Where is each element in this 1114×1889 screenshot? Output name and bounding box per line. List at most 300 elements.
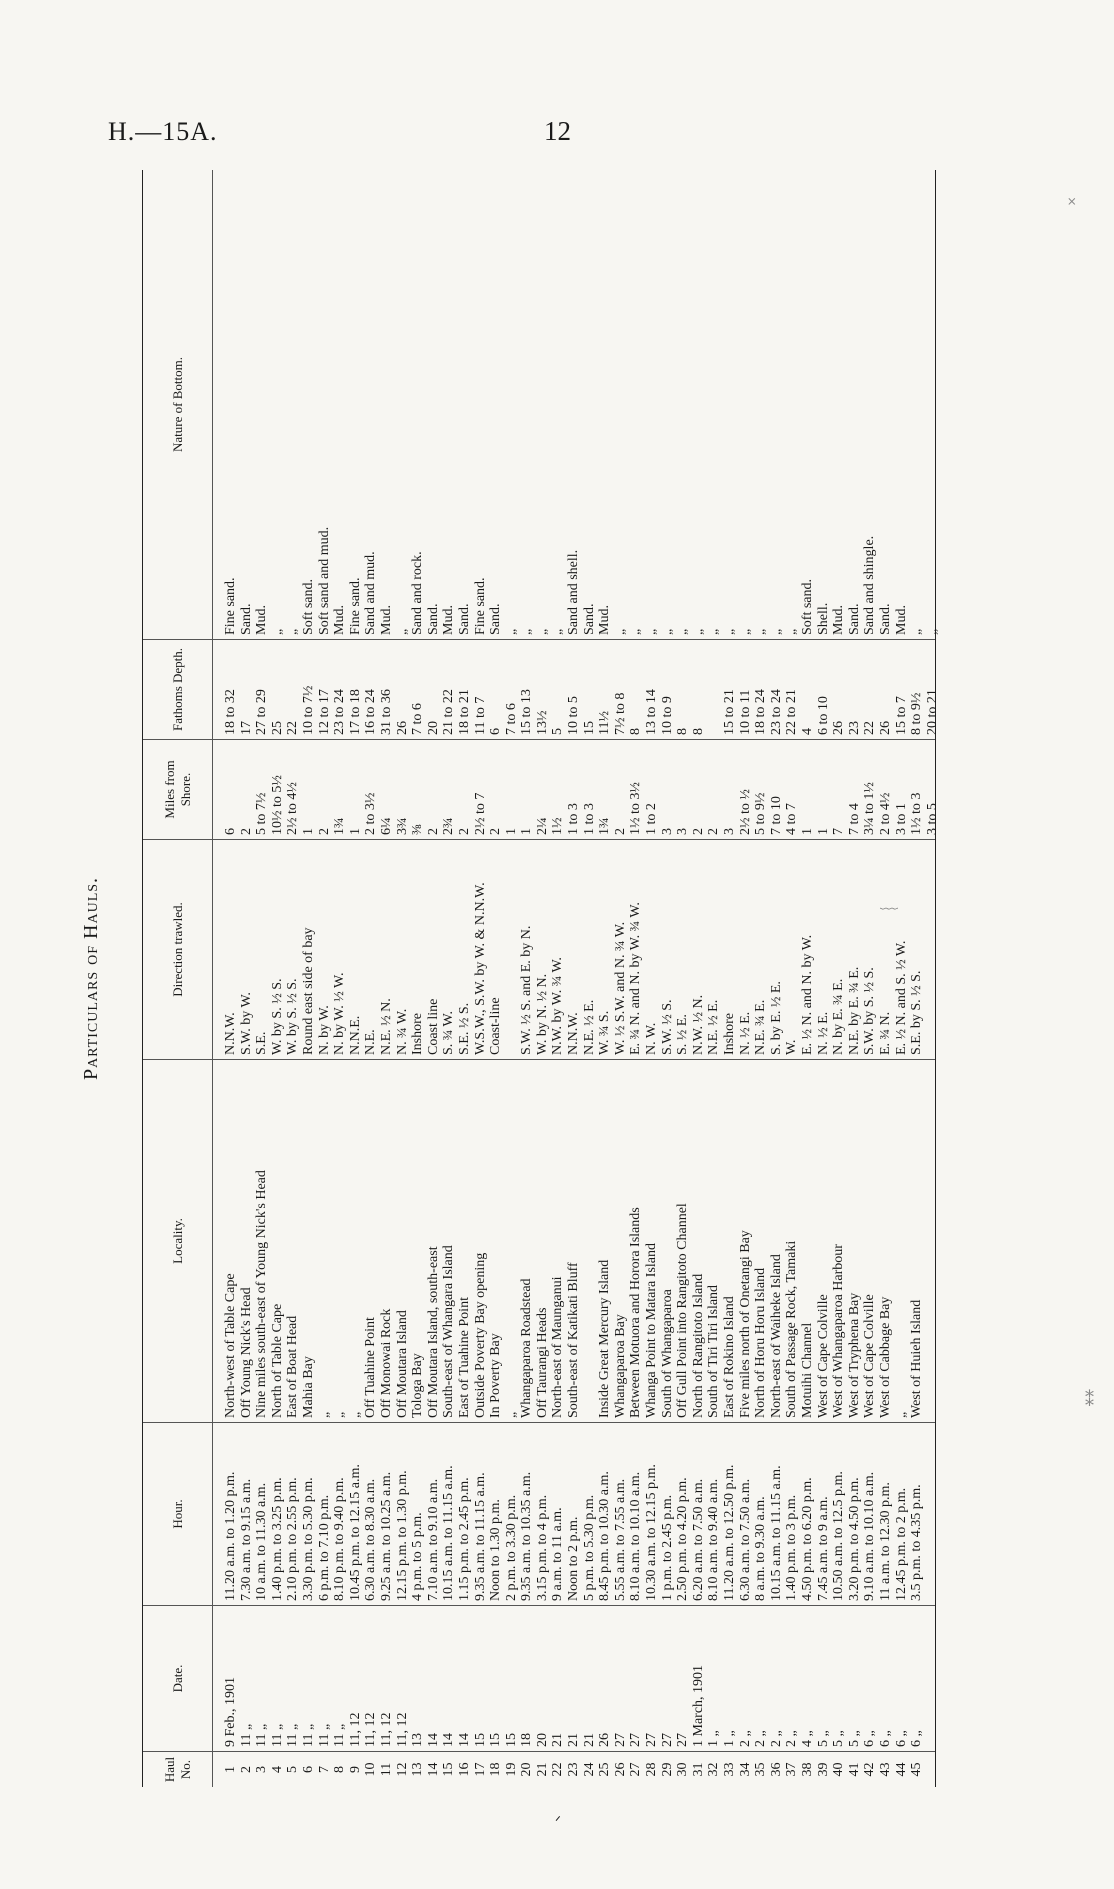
table-cell: 6 — [300, 1766, 316, 1773]
table-cell: 2¼ — [534, 817, 550, 835]
table-cell: „ — [332, 1411, 348, 1418]
table-cell: 25 — [269, 721, 285, 735]
table-cell: Inside Great Mercury Island — [597, 1259, 613, 1418]
table-cell: 10 to 5 — [566, 696, 582, 735]
table-cell: 20 — [534, 1733, 550, 1747]
table-cell: 10½ to 5½ — [269, 775, 285, 835]
table-cell: E. ¾ N. — [877, 1011, 893, 1055]
table-cell — [925, 840, 941, 1059]
table-cell: „ — [347, 1411, 363, 1418]
table-cell: Five miles north of Onetangi Bay — [737, 1230, 753, 1418]
table-cell: 8.10 p.m. to 9.40 p.m. — [332, 1477, 348, 1601]
table-cell: „ — [394, 628, 410, 635]
table-cell: 5 to 7½ — [254, 792, 270, 835]
table-cell: 2½ to 4½ — [285, 782, 301, 835]
table-cell: 23 — [846, 721, 862, 735]
table-cell: Whanga Point to Matara Island — [644, 1243, 660, 1418]
table-cell: N.E. ½ N. — [378, 998, 394, 1055]
table-cell: E. ¾ N. and N. by W. ¾ W. — [628, 902, 644, 1055]
table-cell: S. by E. ½ E. — [768, 981, 784, 1055]
table-cell — [925, 1606, 941, 1751]
table-cell: Inshore — [410, 1013, 426, 1055]
table-cell: 5 „ — [815, 1730, 831, 1747]
table-cell: 13 — [410, 1762, 426, 1777]
table-cell: 35 — [753, 1762, 769, 1777]
table-cell: „ — [722, 628, 737, 635]
table-cell: W.S.W., S.W. by W. & N.N.W. — [472, 882, 488, 1055]
table-cell: 3.20 p.m. to 4.50 p.m. — [846, 1477, 862, 1601]
table-cell: W. by N. ½ N. — [534, 973, 550, 1055]
table-cell: S. ¾ W. — [441, 1011, 457, 1055]
table-cell: Mud. — [332, 605, 348, 635]
table-cell: 1 — [503, 828, 519, 835]
table-cell: 26 — [612, 1762, 628, 1777]
column-body — [223, 170, 940, 639]
table-cell: 33 — [722, 1762, 737, 1777]
table-cell: 21 to 22 — [441, 689, 457, 735]
table-cell: Off Young Nick's Head — [238, 1287, 254, 1418]
table-cell: 11 „ — [332, 1723, 348, 1747]
table-cell: 12.45 p.m. to 2 p.m. — [893, 1487, 909, 1601]
table-cell: 7 to 4 — [846, 803, 862, 835]
table-cell: West of Tryphena Bay — [846, 1292, 862, 1418]
table-cell: Sand and rock. — [410, 551, 426, 635]
table-cell: 9.25 a.m. to 10.25 a.m. — [378, 1471, 394, 1601]
table-cell: 20 — [519, 1762, 535, 1777]
table-cell: In Poverty Bay — [488, 1333, 504, 1418]
table-cell: 18 to 21 — [456, 689, 472, 735]
table-cell: 27 — [644, 1733, 660, 1747]
table-cell: 18 to 24 — [753, 689, 769, 735]
table-cell: 11 a.m. to 12.30 p.m. — [877, 1482, 893, 1601]
table-cell: S.W. ½ S. — [659, 999, 675, 1055]
table-cell: 1 — [347, 828, 363, 835]
page-reference: H.—15A. — [108, 117, 218, 146]
table-cell: Soft sand. — [300, 579, 316, 635]
table-cell: E. ½ N. and S. ½ W. — [893, 940, 909, 1055]
table-cell: „ — [768, 628, 784, 635]
table-cell: 10 to 7½ — [300, 685, 316, 735]
table-cell: 8.45 p.m. to 10.30 a.m. — [597, 1471, 613, 1601]
table-cell: Fine sand. — [347, 577, 363, 635]
header-haul-no: Haul No. — [143, 1752, 213, 1787]
table-cell: 22 — [550, 1762, 566, 1777]
table-cell: 1½ to 3 — [909, 792, 925, 835]
table-cell: 8 to 9½ — [909, 692, 925, 735]
table-cell: S.E. — [254, 1031, 270, 1055]
table-cell: 5 „ — [846, 1730, 862, 1747]
table-cell: 15 — [488, 1733, 504, 1747]
table-cell: 11 „ — [238, 1723, 254, 1747]
table-cell: 10.15 a.m. to 11.15 a.m. — [768, 1465, 784, 1601]
table-cell: 1 — [799, 828, 815, 835]
table-cell: 5 — [285, 1766, 301, 1773]
table-cell: 11 „ — [300, 1723, 316, 1747]
table-cell: „ — [285, 628, 301, 635]
table-cell: „ — [909, 628, 925, 635]
table-cell: 10.15 a.m. to 11.15 a.m. — [441, 1465, 457, 1601]
table-cell: South-east of Katikati Bluff — [566, 1262, 582, 1418]
table-cell: 44 — [893, 1762, 909, 1777]
table-cell: Nine miles south-east of Young Nick's Head — [254, 1170, 270, 1418]
header-hour: Hour. — [143, 1423, 213, 1605]
table-cell: 6.20 a.m. to 7.50 a.m. — [690, 1478, 706, 1601]
column-body — [223, 740, 940, 839]
table-cell: 3¼ to 1½ — [862, 782, 878, 835]
table-cell: „ — [503, 1411, 519, 1418]
table-cell: 1 — [815, 828, 831, 835]
table-cell: N.E. ½ E. — [581, 999, 597, 1055]
table-cell: 2.10 p.m. to 2.55 p.m. — [285, 1477, 301, 1601]
table-cell: N.E. — [363, 1029, 379, 1055]
table-cell: 6 „ — [862, 1730, 878, 1747]
table-cell: 11 „ — [285, 1723, 301, 1747]
table-cell: 42 — [862, 1762, 878, 1777]
table-cell: 17 to 18 — [347, 689, 363, 735]
table-cell: 15 — [503, 1733, 519, 1747]
table-cell: 10 to 11 — [737, 689, 753, 735]
table-cell: North of Horu Horu Island — [753, 1267, 769, 1418]
table-cell: 5 „ — [831, 1730, 847, 1747]
table-cell — [925, 1060, 941, 1422]
table-cell: 5 — [550, 728, 566, 735]
table-cell: 34 — [737, 1762, 753, 1777]
table-cell: W. — [784, 1039, 800, 1055]
table-cell: South of Passage Rock, Tamaki — [784, 1240, 800, 1418]
table-cell: 3.5 p.m. to 4.35 p.m. — [909, 1484, 925, 1601]
table-cell: 15 to 13 — [519, 689, 535, 735]
table-cell: ⅜ — [410, 824, 426, 835]
table-cell: 4.50 p.m. to 6.20 p.m. — [799, 1477, 815, 1601]
table-cell: West of Huieh Island — [909, 1299, 925, 1418]
table-cell: „ — [675, 628, 691, 635]
table-cell: „ — [316, 1411, 332, 1418]
table-cell: 2 to 4½ — [877, 792, 893, 835]
table-cell: 7.30 a.m. to 9.15 a.m. — [238, 1478, 254, 1601]
table-cell: 9 — [347, 1766, 363, 1773]
table-cell: 27 — [612, 1733, 628, 1747]
table-cell: 23 — [566, 1762, 582, 1777]
table-cell: Outside Poverty Bay opening — [472, 1252, 488, 1418]
table-cell: 11 „ — [269, 1723, 285, 1747]
table-cell: S.W. ½ S. and E. by N. — [519, 925, 535, 1055]
table-cell: 11, 12 — [394, 1712, 410, 1747]
table-cell: 7 to 6 — [410, 703, 426, 735]
table-cell: 36 — [768, 1762, 784, 1777]
col-haul-no — [143, 1751, 935, 1787]
table-cell: 7 — [316, 1766, 332, 1773]
table-cell: N. ½ E. — [737, 1011, 753, 1055]
header-bottom: Nature of Bottom. — [143, 170, 213, 639]
table-cell: 9 a.m. to 11 a.m. — [550, 1507, 566, 1601]
col-locality — [143, 1059, 935, 1422]
table-cell: W. by S. ½ S. — [269, 978, 285, 1055]
table-cell: West of Cape Colville — [815, 1294, 831, 1418]
table-cell: 9.10 a.m. to 10.10 a.m. — [862, 1471, 878, 1601]
table-cell: 8 — [628, 728, 644, 735]
scan-mark: ᐟ — [555, 1815, 561, 1830]
table-cell: 12 to 17 — [316, 689, 332, 735]
table-cell: „ — [519, 628, 535, 635]
table-cell: N. ½ E. — [815, 1011, 831, 1055]
table-cell: N.E. ½ E. — [706, 999, 722, 1055]
table-cell: 12 — [394, 1762, 410, 1777]
table-cell: Shell. — [815, 602, 831, 635]
table-cell: 14 — [425, 1762, 441, 1777]
table-cell: 9 Feb., 1901 — [223, 1677, 238, 1747]
column-body — [223, 840, 940, 1059]
table-cell: 24 — [581, 1762, 597, 1777]
table-cell: 1 to 2 — [644, 803, 660, 835]
table-cell: 5.55 a.m. to 7.55 a.m. — [612, 1478, 628, 1601]
table-cell: 2½ to ½ — [737, 789, 753, 835]
table-cell: South of Tiri Tiri Island — [706, 1284, 722, 1418]
table-cell: 6 „ — [877, 1730, 893, 1747]
table-cell: „ — [503, 628, 519, 635]
table-cell: South-east of Whangara Island — [441, 1245, 457, 1418]
table-cell: 22 to 21 — [784, 689, 800, 735]
table-cell: „ — [628, 628, 644, 635]
table-cell: 2 — [316, 828, 332, 835]
table-cell: S.E. ½ S. — [456, 1002, 472, 1055]
table-cell: 4 to 7 — [784, 803, 800, 835]
header-fathoms: Fathoms Depth. — [143, 640, 213, 739]
table-cell: Noon to 1.30 p.m. — [488, 1499, 504, 1601]
table-cell: S.W. by W. — [238, 992, 254, 1055]
table-cell: Soft sand and mud. — [316, 526, 332, 635]
table-cell: 2 — [456, 828, 472, 835]
table-cell: Motuihi Channel — [799, 1322, 815, 1418]
table-cell: East of Tuahine Point — [456, 1297, 472, 1418]
table-cell: 3 — [722, 828, 737, 835]
table-cell: 2 „ — [784, 1730, 800, 1747]
table-cell: 20 — [425, 721, 441, 735]
col-direction — [143, 839, 935, 1059]
table-cell: Off Tuahine Point — [363, 1317, 379, 1418]
table-cell: 21 — [581, 1733, 597, 1747]
table-cell: Off Moutara Island, south-east — [425, 1246, 441, 1418]
table-cell: 14 — [441, 1733, 457, 1747]
col-bottom — [143, 170, 940, 639]
table-cell: 10 a.m. to 11.30 a.m. — [254, 1482, 270, 1601]
table-cell: Mud. — [378, 605, 394, 635]
table-cell: 2 — [238, 1766, 254, 1773]
table-cell: Coast line — [425, 998, 441, 1055]
table-cell: 41 — [846, 1762, 862, 1777]
table-cell: 8 a.m. to 9.30 a.m. — [753, 1496, 769, 1601]
table-cell: 4 p.m. to 5 p.m. — [410, 1512, 426, 1601]
table-cell: 26 — [394, 721, 410, 735]
table-cell: 7 — [831, 828, 847, 835]
table-cell: 15 — [441, 1762, 457, 1777]
table-cell: 1½ — [550, 817, 566, 835]
table-cell: 2 — [238, 828, 254, 835]
table-cell: S.E. by S. ½ S. — [909, 970, 925, 1055]
header-miles: Miles from Shore. — [143, 740, 213, 839]
table-cell: 6 p.m. to 7.10 p.m. — [316, 1494, 332, 1601]
table-cell: 11.20 a.m. to 1.20 p.m. — [223, 1471, 238, 1601]
table-cell: 1 — [300, 828, 316, 835]
table-cell: Mud. — [893, 605, 909, 635]
table-cell: 22 — [285, 721, 301, 735]
table-cell: Mud. — [597, 605, 613, 635]
table-cell: 1 p.m. to 2.45 p.m. — [659, 1494, 675, 1601]
table-cell: 10.30 a.m. to 12.15 p.m. — [644, 1464, 660, 1601]
table-cell: 31 — [690, 1762, 706, 1777]
table-cell: 21 — [566, 1733, 582, 1747]
table-cell: North-east of Maunganui — [550, 1276, 566, 1418]
table-cell: Sand. — [846, 603, 862, 635]
table-cell: „ — [784, 628, 800, 635]
table-cell: 23 to 24 — [332, 689, 348, 735]
table-cell: East of Boat Head — [285, 1315, 301, 1418]
table-cell: 11, 12 — [363, 1712, 379, 1747]
table-cell: 17 — [472, 1762, 488, 1777]
table-cell: 23 to 24 — [768, 689, 784, 735]
hauls-table — [142, 170, 940, 1787]
table-cell: Sand. — [581, 603, 597, 635]
table-cell: 13 to 14 — [644, 689, 660, 735]
table-cell: 37 — [784, 1762, 800, 1777]
table-cell: N.W. ½ N. — [690, 994, 706, 1055]
table-cell: 38 — [799, 1762, 815, 1777]
table-cell: 11 — [378, 1762, 394, 1777]
table-cell: 11 „ — [254, 1723, 270, 1747]
table-cell: South of Whangaparoa — [659, 1289, 675, 1418]
hauls-table-rotated — [80, 170, 940, 1787]
table-cell: Inshore — [722, 1013, 737, 1055]
table-cell: „ — [269, 628, 285, 635]
table-cell: E. ½ N. and N. by W. — [799, 934, 815, 1055]
table-cell: 10 — [363, 1762, 379, 1777]
table-cell: N. ¾ W. — [394, 1008, 410, 1055]
column-body — [223, 1752, 940, 1787]
table-cell: Sand. — [238, 603, 254, 635]
table-cell: 6.30 a.m. to 7.50 a.m. — [737, 1478, 753, 1601]
scan-mark: ﹏ — [880, 892, 898, 912]
table-cell: 15 — [581, 721, 597, 735]
table-cell: 9.35 a.m. to 11.15 a.m. — [472, 1472, 488, 1601]
table-cell: 1 — [519, 828, 535, 835]
table-cell: 2 — [690, 828, 706, 835]
table-cell: 25 — [597, 1762, 613, 1777]
table-cell: 10 to 9 — [659, 696, 675, 735]
table-cell: 10.45 p.m. to 12.15 a.m. — [347, 1464, 363, 1601]
table-title: Particulars of Hauls. — [80, 876, 102, 1081]
table-cell: Whangaparoa Bay — [612, 1314, 628, 1418]
page-number: 12 — [544, 116, 571, 146]
table-cell: W. by S. ½ S. — [285, 978, 301, 1055]
table-cell: 22 — [862, 721, 878, 735]
table-cell: Whangaparoa Roadstead — [519, 1278, 535, 1418]
table-cell: 3 to 1 — [893, 803, 909, 835]
col-fathoms — [143, 639, 940, 739]
scan-mark: ˟ — [1068, 195, 1076, 217]
table-cell: 1½ to 3½ — [628, 782, 644, 835]
table-cell: Noon to 2 p.m. — [566, 1516, 582, 1601]
table-cell: 39 — [815, 1762, 831, 1777]
table-cell: Fine sand. — [472, 577, 488, 635]
table-cell: 7½ to 8 — [612, 692, 628, 735]
table-cell: North of Table Cape — [269, 1303, 285, 1418]
table-cell: 27 — [628, 1733, 644, 1747]
table-cell: 31 to 36 — [378, 689, 394, 735]
table-cell: 27 — [659, 1733, 675, 1747]
table-cell: 10.50 a.m. to 12.5 p.m. — [831, 1471, 847, 1601]
table-cell: 21 — [550, 1733, 566, 1747]
table-cell: 26 — [877, 721, 893, 735]
table-cell: 28 — [644, 1762, 660, 1777]
table-cell: Round east side of bay — [300, 927, 316, 1055]
table-cell: 2 — [488, 828, 504, 835]
table-cell — [925, 1752, 941, 1787]
table-cell: 1 to 3 — [581, 803, 597, 835]
table-cell: 3 — [254, 1766, 270, 1773]
table-cell: 29 — [659, 1762, 675, 1777]
table-cell: 6¼ — [378, 817, 394, 835]
table-cell: West of Cape Colville — [862, 1294, 878, 1418]
table-cell: „ — [612, 628, 628, 635]
table-cell: Soft sand. — [799, 579, 815, 635]
table-cell: N. by W. — [316, 1005, 332, 1055]
header-date: Date. — [143, 1606, 213, 1751]
table-cell: 13½ — [534, 710, 550, 735]
table-cell: 19 — [503, 1762, 519, 1777]
table-cell: 15 to 21 — [722, 689, 737, 735]
table-cell: W. ¾ S. — [597, 1010, 613, 1055]
table-cell: Off Gull Point into Rangitoto Channel — [675, 1203, 691, 1418]
table-cell: 1 — [223, 1766, 238, 1773]
header-direction: Direction trawled. — [143, 840, 213, 1059]
column-body — [223, 1060, 940, 1422]
table-cell: 26 — [597, 1733, 613, 1747]
table-cell: 14 — [425, 1733, 441, 1747]
table-cell: North-east of Waiheke Island — [768, 1254, 784, 1418]
table-cell: 3 to 5 — [924, 803, 940, 835]
table-cell: 3 — [659, 828, 675, 835]
table-cell: N.W. by W. ¾ W. — [550, 957, 566, 1055]
table-cell: 6 „ — [893, 1730, 909, 1747]
column-body — [223, 1606, 940, 1751]
table-cell: 1 „ — [706, 1730, 722, 1747]
table-cell: 15 to 7 — [893, 696, 909, 735]
table-cell: 11 „ — [316, 1723, 332, 1747]
col-hour — [143, 1422, 935, 1605]
table-cell: 17 — [238, 721, 254, 735]
table-cell: 2 — [612, 828, 628, 835]
table-cell: 16 — [456, 1762, 472, 1777]
table-cell: North-west of Table Cape — [223, 1273, 238, 1418]
column-body — [223, 1423, 940, 1605]
table-cell: N. W. — [644, 1022, 660, 1055]
col-date — [143, 1605, 935, 1751]
table-cell — [504, 840, 520, 1059]
table-cell: „ — [924, 628, 940, 635]
table-cell: 6 to 10 — [815, 696, 831, 735]
table-cell: 6 — [488, 728, 504, 735]
table-cell: Sand. — [488, 603, 504, 635]
table-cell: 3.30 p.m. to 5.30 p.m. — [300, 1477, 316, 1601]
table-cell: Sand. — [425, 603, 441, 635]
table-cell: Mud. — [254, 605, 270, 635]
table-cell: North of Rangitoto Island — [690, 1273, 706, 1418]
table-cell: N.E. ¾ E. — [753, 999, 769, 1055]
table-cell: 1.40 p.m. to 3.25 p.m. — [269, 1477, 285, 1601]
table-cell: S. ½ E. — [675, 1014, 691, 1055]
table-cell: Fine sand. — [223, 577, 238, 635]
table-cell: 1 March, 1901 — [690, 1664, 706, 1747]
table-cell: 6 — [223, 828, 238, 835]
